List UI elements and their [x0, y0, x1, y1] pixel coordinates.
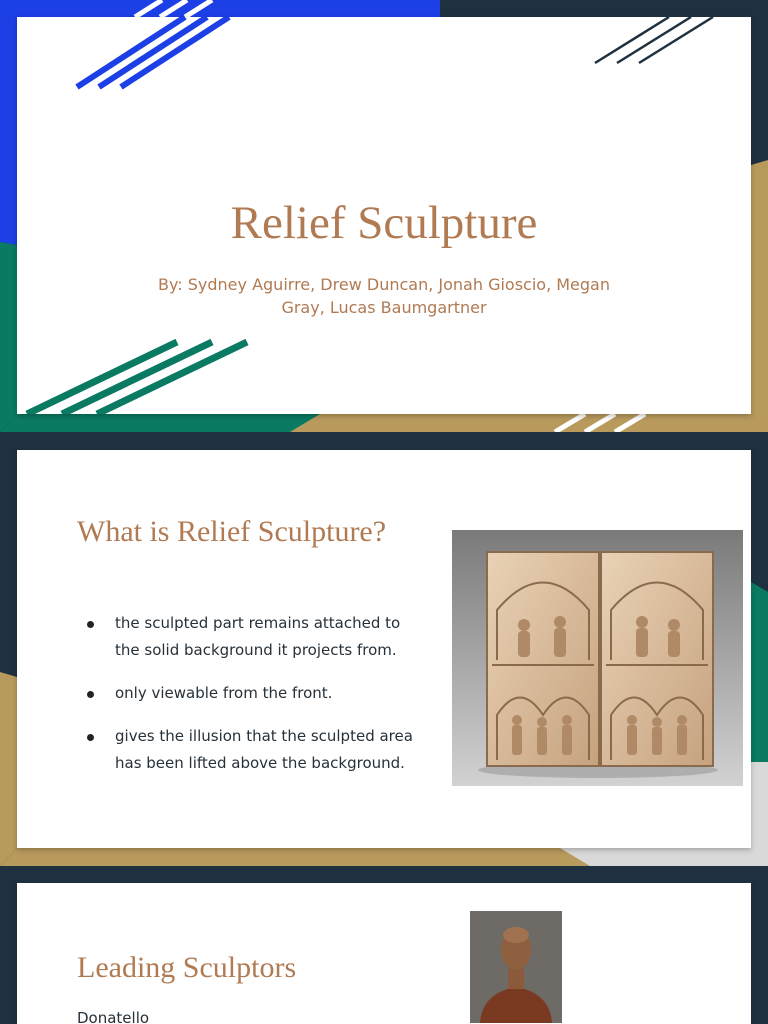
- definition-bullet-list: [87, 610, 427, 793]
- presentation-authors: By: Sydney Aguirre, Drew Duncan, Jonah Gioscio, Megan Gray, Lucas Baumgartner: [158, 275, 610, 317]
- bullet-item: [87, 680, 427, 707]
- bullet-text: the sculpted part remains attached to the solid background it projects from.: [115, 614, 401, 659]
- sculptors-slide-card: [17, 883, 751, 1024]
- bullet-dot-icon: [87, 691, 94, 698]
- definition-heading: What is Relief Sculpture?: [77, 515, 387, 548]
- presentation-title: Relief Sculpture: [230, 197, 538, 249]
- bullet-text: gives the illusion that the sculpted area has been lifted above the background.: [115, 727, 413, 772]
- bullet-item: [87, 723, 427, 777]
- ivory-diptych-image: [452, 530, 743, 786]
- bullet-dot-icon: [87, 621, 94, 628]
- bullet-item: [87, 610, 427, 664]
- title-slide: [0, 0, 768, 432]
- definition-slide-card: [17, 450, 751, 848]
- title-slide-card: [17, 17, 751, 414]
- sculptor-name: Donatello: [77, 1009, 150, 1024]
- bullet-dot-icon: [87, 734, 94, 741]
- sculptors-heading: Leading Sculptors: [77, 951, 297, 984]
- bullet-text: only viewable from the front.: [115, 684, 333, 702]
- definition-slide: [0, 432, 768, 866]
- sculptors-slide: [0, 866, 768, 1024]
- bust-portrait-image: [470, 911, 562, 1023]
